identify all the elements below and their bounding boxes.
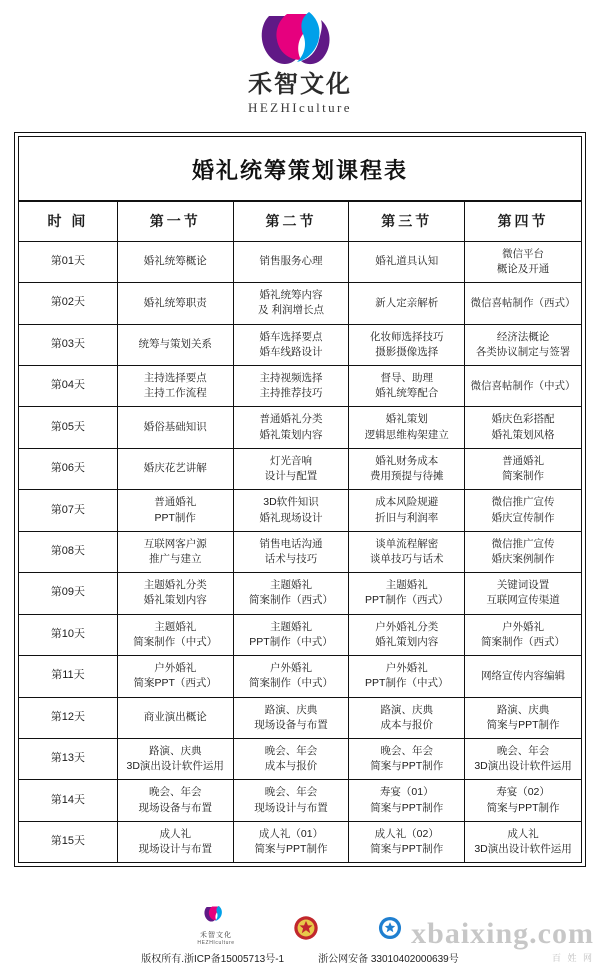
course-line: PPT制作（中式）	[249, 635, 333, 648]
copyright-text: 版权所有.浙ICP备15005713号-1	[141, 954, 285, 965]
course-cell	[349, 697, 465, 738]
course-line: 微信喜帖制作（西式）	[470, 296, 576, 309]
course-line: 婚车线路设计	[259, 345, 323, 358]
course-line: 新人定亲解析	[375, 296, 439, 309]
page-footer	[0, 900, 600, 972]
course-line: 经济法概论	[496, 330, 550, 343]
course-line: 费用预提与待摊	[370, 470, 444, 483]
course-cell	[233, 697, 349, 738]
course-cell	[233, 614, 349, 655]
course-line: 主持选择要点	[143, 372, 207, 384]
course-line: 微信推广宣传	[491, 496, 555, 509]
course-line: 灯光音响	[269, 454, 312, 467]
course-cell	[465, 490, 581, 531]
course-cell	[465, 448, 581, 489]
course-line: 简案PPT（西式）	[133, 677, 217, 690]
course-cell	[233, 241, 349, 282]
course-line: 及 利润增长点	[258, 304, 324, 317]
course-line: 婚俗基础知识	[143, 421, 207, 434]
course-line: 各类协议制定与签署	[475, 345, 571, 358]
course-line: 互联网宣传渠道	[486, 594, 560, 607]
day-label: 第10天	[19, 614, 117, 655]
course-line: 主持视频选择	[259, 372, 323, 384]
course-line: 话术与技巧	[264, 552, 318, 565]
watermark: xbaixing.com 百 姓 网	[411, 917, 594, 963]
course-cell	[349, 366, 465, 407]
course-line: 成人礼	[159, 827, 191, 840]
course-cell	[117, 407, 233, 448]
course-line: 婚庆色彩搭配	[491, 413, 555, 426]
course-line: 商业演出概论	[143, 711, 207, 724]
column-header-4: 第四节	[465, 202, 581, 241]
course-line: 成本与报价	[380, 718, 433, 731]
course-cell	[465, 241, 581, 282]
course-cell	[465, 324, 581, 365]
course-cell	[349, 573, 465, 614]
table-row	[19, 573, 581, 614]
course-table-frame	[14, 132, 586, 867]
course-cell	[117, 656, 233, 697]
course-line: 婚礼策划风格	[491, 428, 555, 441]
course-cell	[233, 573, 349, 614]
course-line: 寿宴（02）	[496, 786, 550, 799]
table-row	[19, 697, 581, 738]
trust-badge-icon	[377, 915, 403, 946]
course-line: 户外婚礼	[502, 620, 545, 633]
course-line: 成本与报价	[264, 760, 318, 773]
course-line: 户外婚礼分类	[375, 620, 439, 633]
course-line: 婚庆花艺讲解	[143, 462, 207, 475]
course-line: 晚会、年会	[264, 744, 318, 757]
course-cell	[465, 366, 581, 407]
table-row	[19, 780, 581, 821]
watermark-sub: 百 姓 网	[551, 953, 594, 963]
course-cell	[233, 780, 349, 821]
course-cell	[465, 407, 581, 448]
course-cell	[117, 780, 233, 821]
course-cell	[465, 738, 581, 779]
course-cell	[465, 614, 581, 655]
course-line: 主题婚礼分类	[143, 579, 207, 592]
course-line: 设计与配置	[264, 470, 318, 483]
course-line: 推广与建立	[148, 552, 202, 565]
course-line: 路演、庆典	[380, 703, 433, 716]
course-line: 路演、庆典	[264, 703, 318, 716]
course-line: 微信平台	[502, 247, 545, 260]
course-line: 成本风险规避	[375, 496, 439, 509]
course-line: 销售电话沟通	[259, 537, 323, 550]
course-cell	[233, 366, 349, 407]
course-cell	[349, 821, 465, 862]
day-label: 第08天	[19, 531, 117, 572]
course-line: 现场设计与布置	[254, 801, 328, 814]
course-line: 简案制作（中式）	[133, 635, 218, 648]
course-line: 户外婚礼	[385, 662, 428, 675]
course-cell	[349, 241, 465, 282]
course-line: 现场设计与布置	[138, 843, 212, 856]
course-line: 主题婚礼	[269, 579, 312, 592]
brand-header	[0, 0, 600, 116]
course-cell	[349, 780, 465, 821]
course-line: 普通婚礼分类	[259, 413, 323, 426]
course-cell	[233, 407, 349, 448]
course-cell	[117, 324, 233, 365]
table-row	[19, 656, 581, 697]
course-line: PPT制作（西式）	[365, 594, 449, 607]
table-row	[19, 738, 581, 779]
course-line: 3D演出设计软件运用	[126, 760, 224, 773]
course-line: 微信喜帖制作（中式）	[470, 379, 576, 392]
course-line: 婚礼策划	[385, 413, 428, 426]
course-cell	[465, 656, 581, 697]
course-line: 简案与PPT制作	[254, 843, 328, 856]
course-cell	[117, 614, 233, 655]
course-line: 简案制作（西式）	[248, 594, 333, 607]
column-header-3: 第三节	[349, 202, 465, 241]
course-line: 晚会、年会	[264, 786, 318, 799]
course-line: 路演、庆典	[148, 744, 202, 757]
course-cell	[117, 821, 233, 862]
table-row	[19, 448, 581, 489]
day-label: 第07天	[19, 490, 117, 531]
column-header-2: 第二节	[233, 202, 349, 241]
table-row	[19, 366, 581, 407]
course-cell	[117, 531, 233, 572]
course-line: 主题婚礼	[154, 620, 197, 633]
course-line: 微信推广宣传	[491, 537, 555, 550]
course-line: 谈单流程解密	[375, 537, 439, 550]
course-line: 现场设备与布置	[254, 718, 328, 731]
course-line: 3D演出设计软件运用	[474, 843, 572, 856]
course-line: 逻辑思维构架建立	[364, 428, 449, 441]
course-line: 婚礼统筹内容	[259, 289, 323, 302]
course-line: 简案与PPT制作	[370, 760, 444, 773]
table-row	[19, 614, 581, 655]
course-cell	[117, 738, 233, 779]
table-body	[19, 241, 581, 862]
course-cell	[349, 283, 465, 324]
course-cell	[117, 490, 233, 531]
course-cell	[233, 738, 349, 779]
course-line: 网络宣传内容编辑	[481, 669, 566, 682]
day-label: 第15天	[19, 821, 117, 862]
course-line: 统筹与策划关系	[138, 338, 212, 351]
course-line: 概论及开通	[496, 262, 550, 275]
column-header-0: 时 间	[19, 202, 117, 241]
table-row	[19, 324, 581, 365]
course-line: 现场设备与布置	[138, 801, 212, 814]
table-row	[19, 407, 581, 448]
course-line: 户外婚礼	[269, 662, 312, 675]
day-label: 第14天	[19, 780, 117, 821]
course-line: 3D软件知识	[263, 496, 319, 509]
course-line: 婚庆宣传制作	[491, 511, 555, 524]
course-cell	[233, 656, 349, 697]
course-line: 婚车选择要点	[259, 330, 323, 343]
course-cell	[233, 490, 349, 531]
course-cell	[117, 283, 233, 324]
course-line: 婚礼策划内容	[375, 635, 439, 648]
footer-hezhi-badge	[197, 904, 234, 946]
course-line: 成人礼（01）	[258, 827, 324, 840]
course-line: 主题婚礼	[269, 620, 312, 633]
course-line: 化妆师选择技巧	[370, 330, 444, 343]
course-cell	[349, 448, 465, 489]
footer-brand-cn: 禾智文化	[200, 932, 232, 939]
table-row	[19, 241, 581, 282]
course-line: 简案制作	[502, 470, 545, 483]
course-cell	[349, 490, 465, 531]
course-line: 婚礼道具认知	[375, 255, 439, 268]
course-cell	[349, 614, 465, 655]
course-line: 路演、庆典	[496, 703, 550, 716]
course-cell	[117, 697, 233, 738]
course-line: 督导、助理	[380, 372, 433, 384]
day-label: 第01天	[19, 241, 117, 282]
course-line: 婚礼财务成本	[375, 454, 439, 467]
course-line: 简案与PPT制作	[486, 801, 560, 814]
course-cell	[117, 573, 233, 614]
course-line: 简案与PPT制作	[370, 843, 444, 856]
day-label: 第03天	[19, 324, 117, 365]
course-line: 主持工作流程	[143, 387, 207, 400]
course-cell	[233, 821, 349, 862]
course-line: 成人礼（02）	[374, 827, 439, 840]
brand-name-cn: 禾智文化	[248, 71, 352, 98]
course-cell	[233, 324, 349, 365]
course-line: 主持推荐技巧	[259, 387, 323, 400]
course-line: 成人礼	[507, 827, 539, 840]
course-cell	[117, 366, 233, 407]
course-cell	[465, 283, 581, 324]
police-record-text: 浙公网安备 33010402000639号	[318, 954, 459, 965]
course-line: 简案与PPT制作	[486, 718, 560, 731]
course-line: PPT制作（中式）	[365, 677, 449, 690]
course-line: 互联网客户源	[143, 537, 207, 550]
course-line: 婚礼现场设计	[259, 511, 323, 524]
course-line: 婚礼统筹职责	[143, 296, 207, 309]
course-cell	[117, 448, 233, 489]
course-line: 主题婚礼	[385, 579, 428, 592]
table-row	[19, 283, 581, 324]
course-cell	[349, 407, 465, 448]
course-cell	[349, 324, 465, 365]
course-line: 婚礼统筹配合	[375, 387, 439, 400]
course-cell	[349, 531, 465, 572]
course-cell	[465, 780, 581, 821]
day-label: 第06天	[19, 448, 117, 489]
course-line: 普通婚礼	[154, 496, 197, 509]
course-line: 简案与PPT制作	[370, 801, 444, 814]
course-schedule-table	[19, 201, 581, 862]
day-label: 第13天	[19, 738, 117, 779]
day-label: 第04天	[19, 366, 117, 407]
column-header-1: 第一节	[117, 202, 233, 241]
course-line: 婚礼统筹概论	[143, 255, 207, 268]
course-line: 户外婚礼	[154, 662, 197, 675]
course-line: 摄影摄像选择	[375, 345, 439, 358]
day-label: 第02天	[19, 283, 117, 324]
course-line: 3D演出设计软件运用	[474, 760, 572, 773]
hezhi-logo-icon	[257, 10, 343, 68]
day-label: 第05天	[19, 407, 117, 448]
course-cell	[233, 448, 349, 489]
table-header-row	[19, 202, 581, 241]
footer-brand-en: HEZHIculture	[197, 940, 235, 946]
table-row	[19, 821, 581, 862]
course-line: 婚庆案例制作	[491, 552, 555, 565]
course-line: 晚会、年会	[148, 786, 202, 799]
course-cell	[233, 531, 349, 572]
course-line: 普通婚礼	[502, 454, 545, 467]
course-cell	[117, 241, 233, 282]
day-label: 第12天	[19, 697, 117, 738]
table-row	[19, 531, 581, 572]
course-line: 简案制作（西式）	[481, 635, 566, 648]
course-cell	[465, 531, 581, 572]
brand-name-en: HEZHIculture	[248, 100, 352, 116]
course-cell	[465, 821, 581, 862]
course-line: 晚会、年会	[496, 744, 550, 757]
course-line: 谈单技巧与话术	[370, 552, 444, 565]
course-line: 简案制作（中式）	[248, 677, 333, 690]
course-cell	[349, 656, 465, 697]
course-line: 寿宴（01）	[379, 786, 434, 799]
course-line: 婚礼策划内容	[259, 428, 323, 441]
course-line: 晚会、年会	[380, 744, 433, 757]
page-title: 婚礼统筹策划课程表	[19, 137, 581, 201]
course-cell	[233, 283, 349, 324]
course-cell	[465, 697, 581, 738]
table-row	[19, 490, 581, 531]
day-label: 第11天	[19, 656, 117, 697]
day-label: 第09天	[19, 573, 117, 614]
course-line: 婚礼策划内容	[143, 594, 207, 607]
course-line: 折旧与利润率	[375, 511, 439, 524]
course-line: 关键词设置	[496, 579, 550, 592]
police-badge-icon	[293, 915, 319, 946]
course-line: 销售服务心理	[259, 255, 323, 268]
course-cell	[349, 738, 465, 779]
course-line: PPT制作	[154, 511, 196, 524]
course-cell	[465, 573, 581, 614]
